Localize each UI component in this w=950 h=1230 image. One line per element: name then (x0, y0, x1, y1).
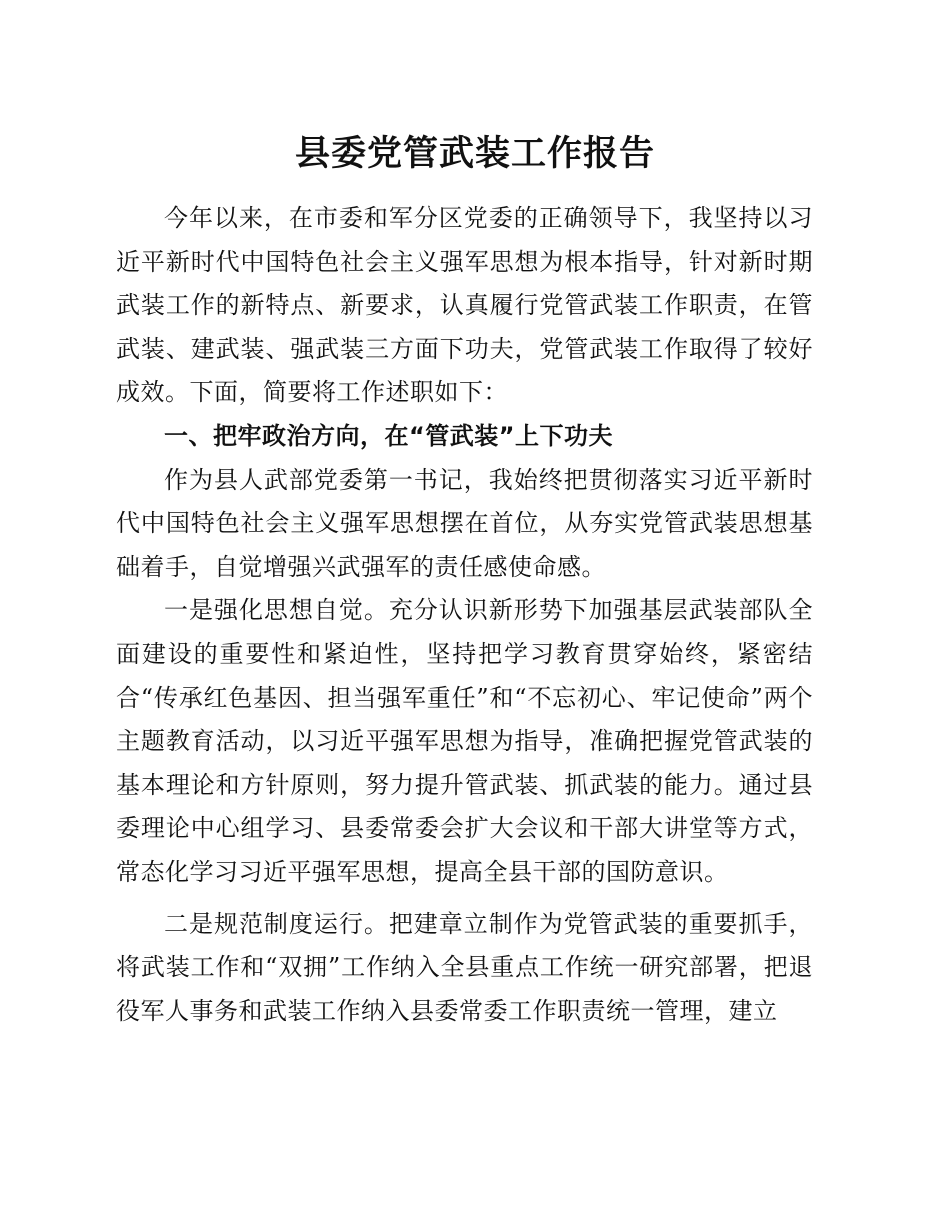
intro-paragraph: 今年以来，在市委和军分区党委的正确领导下，我坚持以习近平新时代中国特色社会主义强军思想为根本指导，针对新时期武装工作的新特点、新要求，认真履行党管武装工作职责，在管武装、建武装、强武装三方面下功夫，党管武装工作取得了较好成效。下面，简要将工作述职如下： (116, 204, 813, 407)
body-paragraph: 二是规范制度运行。把建章立制作为党管武装的重要抓手，将武装工作和“双拥”工作纳入全县重点工作统一研究部署，把退役军人事务和武装工作纳入县委常委工作职责统一管理，建立 (116, 909, 813, 1025)
document-title: 县委党管武装工作报告 (294, 133, 655, 174)
document-body (116, 197, 813, 1033)
body-paragraph: 作为县人武部党委第一书记，我始终把贯彻落实习近平新时代中国特色社会主义强军思想摆在首位，从夯实党管武装思想基础着手，自觉增强兴武强军的责任感使命感。 (116, 465, 813, 581)
section-heading-1: 一、把牢政治方向，在“管武装”上下功夫 (164, 421, 614, 450)
body-paragraph: 一是强化思想自觉。充分认识新形势下加强基层武装部队全面建设的重要性和紧迫性，坚持把学习教育贯穿始终，紧密结合“传承红色基因、担当强军重任”和“不忘初心、牢记使命”两个主题教育活动，以习近平强军思想为指导，准确把握党管武装的基本理论和方针原则，努力提升管武装、抓武装的能力。通过县委理论中心组学习、县委常委会扩大会议和干部大讲堂等方式，常态化学习习近平强军思想，提高全县干部的国防意识。 (116, 596, 813, 886)
